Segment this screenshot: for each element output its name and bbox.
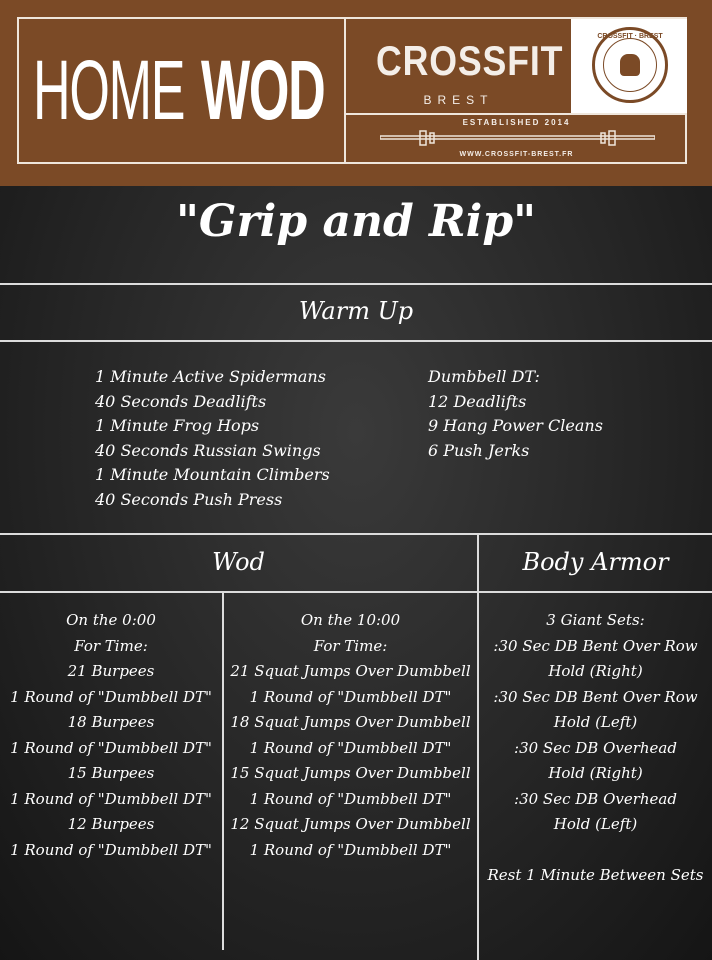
list-item: 6 Push Jerks xyxy=(428,440,530,460)
list-item: 1 Round of "Dumbbell DT" xyxy=(249,840,452,859)
list-item: 1 Round of "Dumbbell DT" xyxy=(10,789,212,808)
gym-name: CROSSFIT xyxy=(376,37,564,84)
body-armor-list xyxy=(479,608,712,889)
kettlebell-icon xyxy=(620,54,640,76)
list-item: 12 Burpees xyxy=(67,815,155,833)
barbell-icon xyxy=(380,130,655,146)
workout-title: "Grip and Rip" xyxy=(175,196,537,247)
divider-line xyxy=(0,340,712,342)
list-item: :30 Sec DB Overhead xyxy=(514,789,677,808)
wod-col-1 xyxy=(0,608,222,863)
list-item: 12 Deadlifts xyxy=(428,391,527,411)
list-item: 1 Round of "Dumbbell DT" xyxy=(249,738,452,757)
list-item: Rest 1 Minute Between Sets xyxy=(487,866,704,884)
crossfit-wordmark xyxy=(346,19,571,113)
seal-icon xyxy=(592,27,668,103)
list-item: On the 0:00 xyxy=(66,611,156,629)
list-item: On the 10:00 xyxy=(300,611,401,629)
gym-city: BREST xyxy=(423,93,494,107)
seal-text: CROSSFIT · BREST xyxy=(597,33,663,40)
wod-col-2 xyxy=(224,608,477,863)
list-item: :30 Sec DB Overhead xyxy=(514,738,677,757)
brand-light: HOME xyxy=(33,43,185,137)
list-item: 40 Seconds Russian Swings xyxy=(95,440,321,460)
list-item: 1 Round of "Dumbbell DT" xyxy=(10,687,212,706)
list-item: Hold (Right) xyxy=(548,662,643,680)
list-item: 15 Burpees xyxy=(67,764,155,782)
list-item: :30 Sec DB Bent Over Row xyxy=(493,636,698,655)
website-text: WWW.CROSSFIT-BREST.FR xyxy=(459,151,574,158)
list-item: 3 Giant Sets: xyxy=(546,611,645,629)
warmup-right-list xyxy=(428,365,603,463)
list-item: 40 Seconds Push Press xyxy=(95,489,283,509)
divider-line xyxy=(0,591,712,593)
list-item xyxy=(479,838,712,864)
warmup-left-list xyxy=(95,365,330,512)
list-item: 15 Squat Jumps Over Dumbbell xyxy=(230,764,471,782)
list-item: For Time: xyxy=(313,636,388,655)
body-armor-heading: Body Armor xyxy=(522,548,669,576)
list-item: Hold (Right) xyxy=(548,764,643,782)
established-text: ESTABLISHED 2014 xyxy=(462,118,571,127)
list-item: 18 Squat Jumps Over Dumbbell xyxy=(230,713,471,731)
warmup-heading: Warm Up xyxy=(298,297,414,325)
list-item: 21 Squat Jumps Over Dumbbell xyxy=(230,662,471,680)
crossfit-brest-seal xyxy=(571,19,687,113)
list-item: 1 Minute Mountain Climbers xyxy=(95,465,330,484)
header-banner xyxy=(0,0,712,186)
list-item: 9 Hang Power Cleans xyxy=(428,416,603,435)
list-item: 1 Round of "Dumbbell DT" xyxy=(249,789,452,808)
header-rule xyxy=(346,113,687,115)
brand-bold: WOD xyxy=(201,43,325,137)
list-item: Hold (Left) xyxy=(553,713,638,731)
list-item: 18 Burpees xyxy=(67,713,155,731)
list-item: For Time: xyxy=(74,636,148,655)
list-item: 12 Squat Jumps Over Dumbbell xyxy=(230,815,471,833)
list-item: 1 Minute Frog Hops xyxy=(95,416,260,435)
list-item: 1 Round of "Dumbbell DT" xyxy=(249,687,452,706)
list-item: 21 Burpees xyxy=(67,662,155,680)
list-item: 1 Round of "Dumbbell DT" xyxy=(10,738,212,757)
divider-line xyxy=(0,283,712,285)
list-item: 40 Seconds Deadlifts xyxy=(95,391,267,411)
list-item: :30 Sec DB Bent Over Row xyxy=(493,687,698,706)
list-item: Dumbbell DT: xyxy=(428,367,540,386)
list-item: 1 Round of "Dumbbell DT" xyxy=(10,840,212,859)
wod-heading: Wod xyxy=(212,548,265,576)
divider-line xyxy=(0,533,712,535)
list-item: Hold (Left) xyxy=(553,815,638,833)
list-item: 1 Minute Active Spidermans xyxy=(95,367,326,386)
